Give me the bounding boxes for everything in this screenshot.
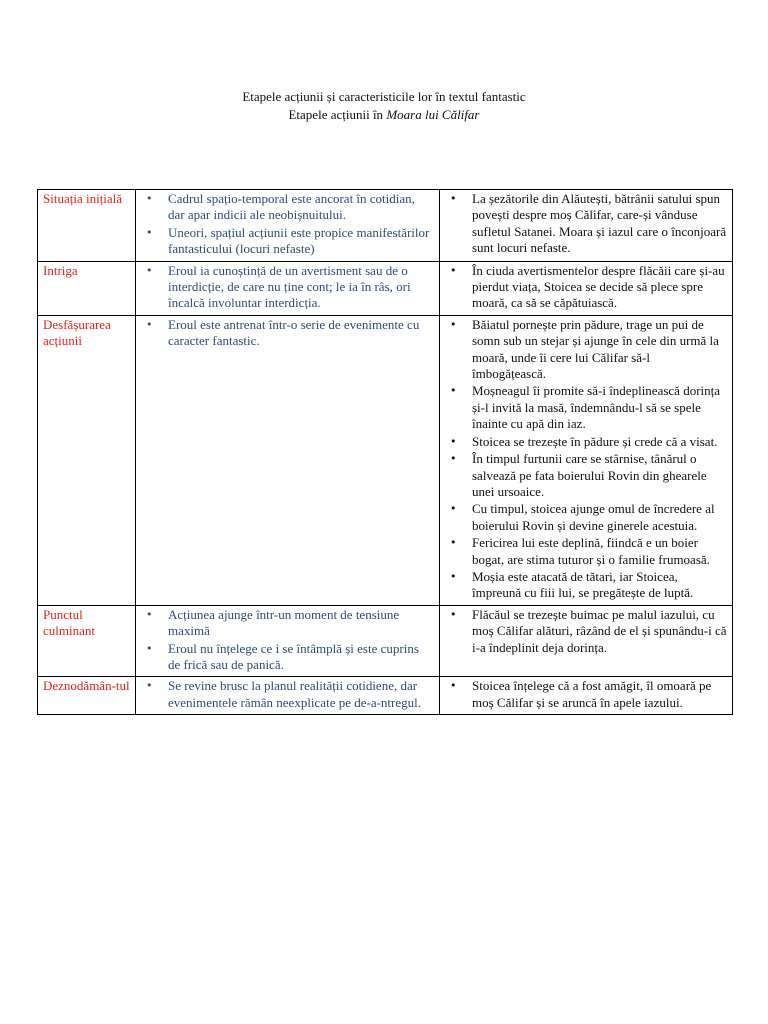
characteristics-cell bbox=[136, 677, 440, 715]
document-title: Etapele acțiunii și caracteristicile lor în textul fantastic bbox=[242, 89, 526, 104]
examples-cell bbox=[440, 315, 733, 605]
characteristics-cell bbox=[136, 605, 440, 677]
bullet-list bbox=[141, 263, 434, 312]
stage-label: Deznodămân-tul bbox=[38, 677, 136, 715]
stage-label: Situația inițială bbox=[38, 190, 136, 262]
examples-cell bbox=[440, 605, 733, 677]
table-body bbox=[38, 190, 733, 715]
characteristic-item: • Cadrul spațio-temporal este ancorat în cotidian, dar apar indicii ale neobișnuitului. bbox=[141, 191, 434, 224]
example-item: • Moșia este atacată de tătari, iar Stoicea, împreună cu fiii lui, se pregătește de luptă. bbox=[445, 569, 727, 602]
example-item: • Stoicea înțelege că a fost amăgit, îl omoară pe moș Călifar și se aruncă în apele iazului. bbox=[445, 678, 727, 711]
bullet-list bbox=[445, 191, 727, 257]
bullet-list bbox=[445, 317, 727, 602]
examples-cell bbox=[440, 190, 733, 262]
characteristic-item: • Eroul ia cunoștință de un avertisment sau de o interdicție, de care nu ține cont; le ia în râs, ori încalcă involuntar interdicția. bbox=[141, 263, 434, 312]
bullet-list bbox=[445, 607, 727, 656]
characteristic-item: • Eroul nu înțelege ce i se întâmplă și este cuprins de frică sau de panică. bbox=[141, 641, 434, 674]
table-row bbox=[38, 677, 733, 715]
characteristics-cell bbox=[136, 315, 440, 605]
bullet-list bbox=[141, 317, 434, 350]
example-item: • Flăcăul se trezește buimac pe malul iazului, cu moș Călifar alături, râzând de el și spunându-i că i-a îndeplinit deja dorința. bbox=[445, 607, 727, 656]
characteristic-item: • Se revine brusc la planul realității cotidiene, dar evenimentele rămân neexplicate pe de-a-ntregul. bbox=[141, 678, 434, 711]
subtitle-prefix: Etapele acțiunii în bbox=[288, 107, 387, 122]
characteristic-item: • Uneori, spațiul acțiunii este propice manifestărilor fantasticului (locuri nefaste) bbox=[141, 225, 434, 258]
subtitle-work-title: Moara lui Călifar bbox=[386, 107, 480, 122]
document-header bbox=[0, 88, 768, 124]
example-item: • În timpul furtunii care se stârnise, tânărul o salvează pe fata boierului Rovin din ghearele unei ursoaice. bbox=[445, 451, 727, 500]
characteristic-item: • Eroul este antrenat într-o serie de evenimente cu caracter fantastic. bbox=[141, 317, 434, 350]
example-item: • La șezătorile din Alăutești, bătrânii satului spun povești despre moș Călifar, care-și vânduse sufletul Satanei. Moara și iazul care o înconjoară sunt locuri nefaste. bbox=[445, 191, 727, 257]
example-item: • Cu timpul, stoicea ajunge omul de încredere al boierului Rovin și devine ginerele acestuia. bbox=[445, 501, 727, 534]
examples-cell bbox=[440, 261, 733, 315]
example-item: • Moșneagul îi promite să-i îndeplinească dorința și-l invită la masă, îndemnându-l să se spele înainte cu apă din iaz. bbox=[445, 383, 727, 432]
example-item: • Stoicea se trezește în pădure și crede că a visat. bbox=[445, 434, 727, 450]
characteristics-cell bbox=[136, 261, 440, 315]
bullet-list bbox=[141, 191, 434, 258]
example-item: • Fericirea lui este deplină, fiindcă e un boier bogat, are stima tuturor și o familie frumoasă. bbox=[445, 535, 727, 568]
table-row bbox=[38, 261, 733, 315]
examples-cell bbox=[440, 677, 733, 715]
table-row bbox=[38, 605, 733, 677]
action-stages-table bbox=[37, 189, 733, 715]
example-item: • Băiatul pornește prin pădure, trage un pui de somn sub un stejar și ajunge în cele din urmă la moară, unde îi cere lui Călifar să-l îmbogățească. bbox=[445, 317, 727, 383]
stage-label: Desfășurarea acțiunii bbox=[38, 315, 136, 605]
document-subtitle bbox=[0, 106, 768, 124]
stage-label: Punctul culminant bbox=[38, 605, 136, 677]
bullet-list bbox=[141, 607, 434, 674]
characteristics-cell bbox=[136, 190, 440, 262]
characteristic-item: • Acțiunea ajunge într-un moment de tensiune maximă bbox=[141, 607, 434, 640]
table-row bbox=[38, 315, 733, 605]
bullet-list bbox=[141, 678, 434, 711]
bullet-list bbox=[445, 263, 727, 312]
example-item: • În ciuda avertismentelor despre flăcăii care și-au pierdut viața, Stoicea se decide să plece spre moară, ca să se căpătuiască. bbox=[445, 263, 727, 312]
stage-label: Intriga bbox=[38, 261, 136, 315]
bullet-list bbox=[445, 678, 727, 711]
table-row bbox=[38, 190, 733, 262]
